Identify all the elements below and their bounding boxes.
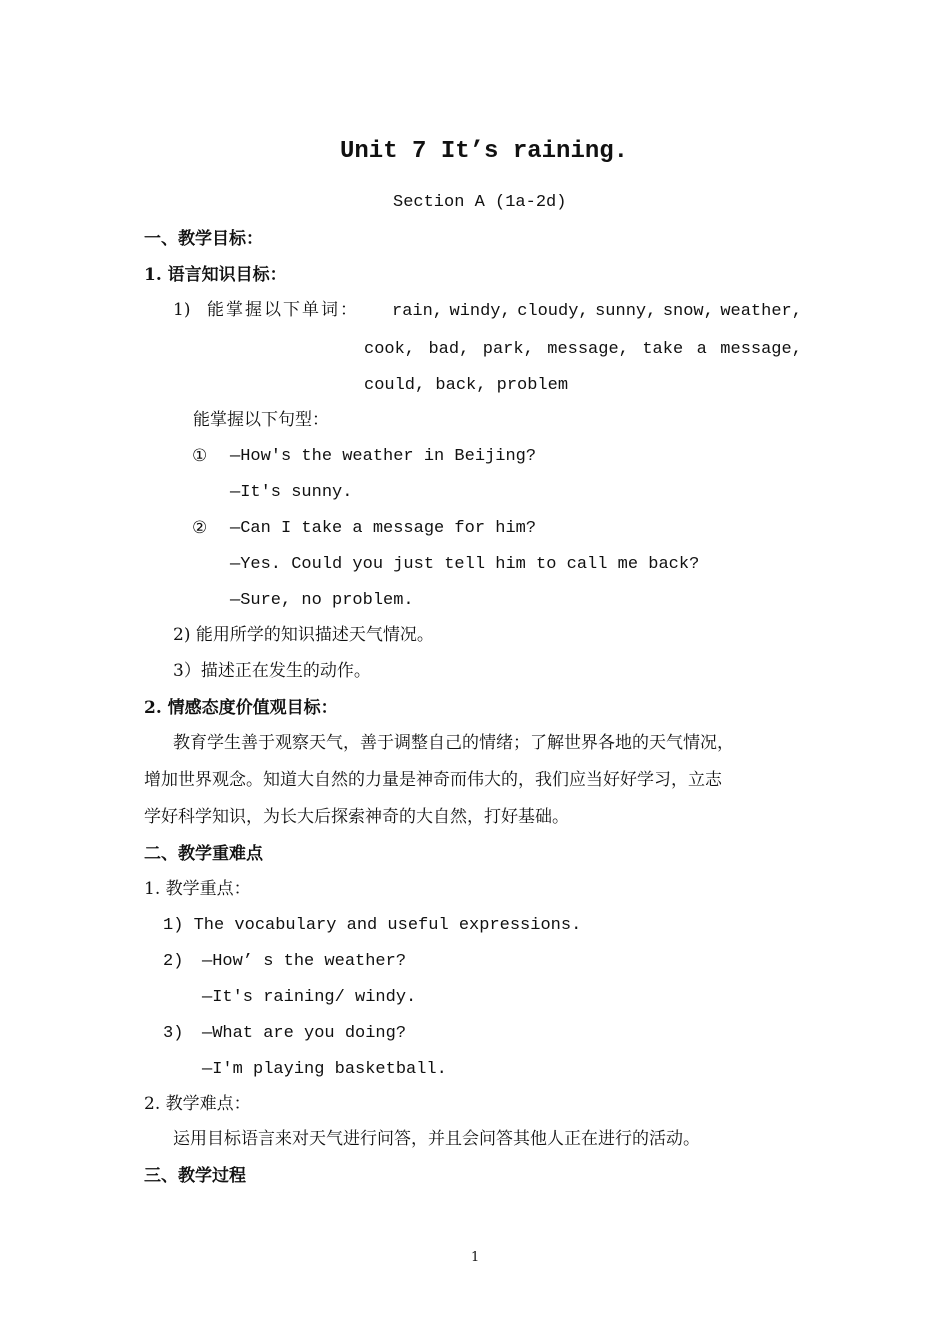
difficult-point-text: 运用目标语言来对天气进行问答，并且会问答其他人正在进行的活动。 bbox=[173, 1129, 700, 1149]
key-point-1: 1) The vocabulary and useful expressions. bbox=[163, 916, 582, 935]
heading-teaching-process: 三、教学过程 bbox=[144, 1166, 246, 1186]
affective-paragraph-line-2: 增加世界观念。知道大自然的力量是神奇而伟大的，我们应当好好学习，立志 bbox=[144, 770, 722, 790]
vocab-word: message, bbox=[547, 340, 629, 359]
key-point-3-line-1: —What are you doing? bbox=[202, 1024, 407, 1043]
vocab-word: snow, bbox=[662, 302, 714, 321]
key-point-2-number: 2) bbox=[163, 952, 184, 971]
vocab-line-1 bbox=[392, 302, 802, 321]
heading-teaching-objectives: 一、教学目标： bbox=[144, 229, 263, 249]
section-subtitle: Section A (1a-2d) bbox=[393, 193, 567, 212]
item-1-number: 1) bbox=[173, 300, 191, 320]
dialog-2-line-2: —Yes. Could you just tell him to call me back? bbox=[230, 555, 700, 574]
heading-key-points: 1. 教学重点： bbox=[144, 879, 251, 899]
vocab-word: windy, bbox=[449, 302, 511, 321]
vocab-word: a bbox=[696, 340, 707, 359]
heading-language-knowledge: 1. 语言知识目标： bbox=[144, 265, 287, 285]
dialog-1-marker: ① bbox=[192, 446, 208, 466]
vocab-word: sunny, bbox=[595, 302, 657, 321]
heading-key-difficult-points: 二、教学重难点 bbox=[144, 844, 263, 864]
vocab-word: cloudy, bbox=[517, 302, 589, 321]
vocab-word: take bbox=[642, 340, 684, 359]
vocab-word: rain, bbox=[392, 302, 444, 321]
dialog-2-line-1: —Can I take a message for him? bbox=[230, 519, 537, 538]
key-point-3-number: 3) bbox=[163, 1024, 184, 1043]
page-number: 1 bbox=[471, 1250, 480, 1265]
key-point-2-line-2: —It's raining/ windy. bbox=[202, 988, 417, 1007]
vocab-word: weather, bbox=[720, 302, 802, 321]
item-2: 2) 能用所学的知识描述天气情况。 bbox=[173, 625, 434, 645]
vocab-word: message, bbox=[720, 340, 802, 359]
vocab-line-2 bbox=[364, 340, 802, 359]
vocab-line-3: could, back, problem bbox=[364, 376, 569, 395]
vocab-word: cook, bbox=[364, 340, 416, 359]
dialog-1-line-1: —How's the weather in Beijing? bbox=[230, 447, 537, 466]
dialog-2-line-3: —Sure, no problem. bbox=[230, 591, 414, 610]
heading-difficult-points: 2. 教学难点： bbox=[144, 1094, 251, 1114]
page-title: Unit 7 It’s raining. bbox=[340, 138, 629, 165]
key-point-2-line-1: —How’ s the weather? bbox=[202, 952, 407, 971]
dialog-2-marker: ② bbox=[192, 518, 208, 538]
affective-paragraph-line-1: 教育学生善于观察天气，善于调整自己的情绪；了解世界各地的天气情况， bbox=[173, 733, 734, 753]
vocab-word: park, bbox=[482, 340, 534, 359]
item-3: 3）描述正在发生的动作。 bbox=[173, 661, 371, 681]
heading-affective-goals: 2. 情感态度价值观目标： bbox=[144, 698, 338, 718]
patterns-lead: 能掌握以下句型： bbox=[193, 410, 329, 430]
affective-paragraph-line-3: 学好科学知识，为长大后探索神奇的大自然，打好基础。 bbox=[144, 807, 569, 827]
item-1-lead: 能掌握以下单词： bbox=[207, 300, 359, 320]
vocab-word: bad, bbox=[428, 340, 470, 359]
key-point-3-line-2: —I'm playing basketball. bbox=[202, 1060, 447, 1079]
dialog-1-line-2: —It's sunny. bbox=[230, 483, 353, 502]
